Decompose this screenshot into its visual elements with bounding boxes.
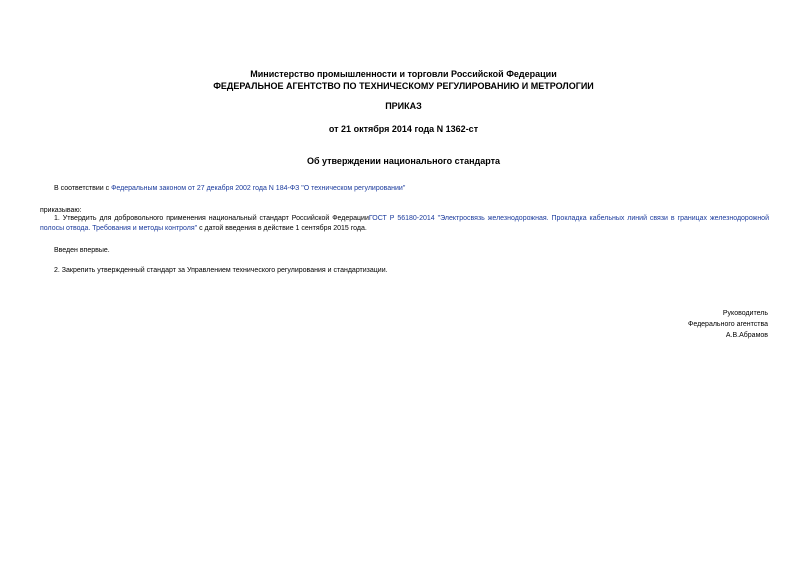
paragraph-introduced-first: Введен впервые. (54, 247, 110, 254)
signature-block (688, 308, 768, 341)
ministry-name: Министерство промышленности и торговли Российской Федерации (250, 69, 557, 79)
paragraph-approve-standard (40, 214, 769, 234)
document-title: Об утверждении национального стандарта (306, 156, 501, 166)
document-date: от 21 октября 2014 года N 1362-ст (328, 124, 479, 134)
agency-name: ФЕДЕРАЛЬНОЕ АГЕНТСТВО ПО ТЕХНИЧЕСКОМУ РЕГУЛИРОВАНИЮ И МЕТРОЛОГИИ (213, 81, 594, 91)
document-type: ПРИКАЗ (385, 101, 422, 111)
paragraph-approve-standard-suffix: с датой введения в действие 1 сентября 2015 года. (197, 225, 367, 232)
paragraph-assign-standard: 2. Закрепить утвержденный стандарт за Управлением технического регулирования и стандартизации. (54, 267, 388, 274)
signatory-organization: Федерального агентства (688, 321, 768, 328)
gost-standard-link[interactable]: ГОСТ Р 56180-2014 "Электросвязь железнодорожная. Прокладка кабельных линий связи в границах железнодорожной полосы отвода. Требования и методы контроля" (40, 215, 769, 232)
order-keyword: приказываю: (40, 207, 82, 214)
paragraph-legal-basis-text: В соответствии с (54, 185, 112, 192)
federal-law-link[interactable]: Федеральным законом от 27 декабря 2002 года N 184-ФЗ "О техническом регулировании" (111, 185, 406, 192)
signatory-position: Руководитель (722, 310, 768, 317)
paragraph-legal-basis (54, 184, 774, 194)
signatory-name: А.В.Абрамов (725, 332, 768, 339)
paragraph-approve-standard-text: 1. Утвердить для добровольного применения национальный стандарт Российской Федерации (54, 215, 369, 222)
